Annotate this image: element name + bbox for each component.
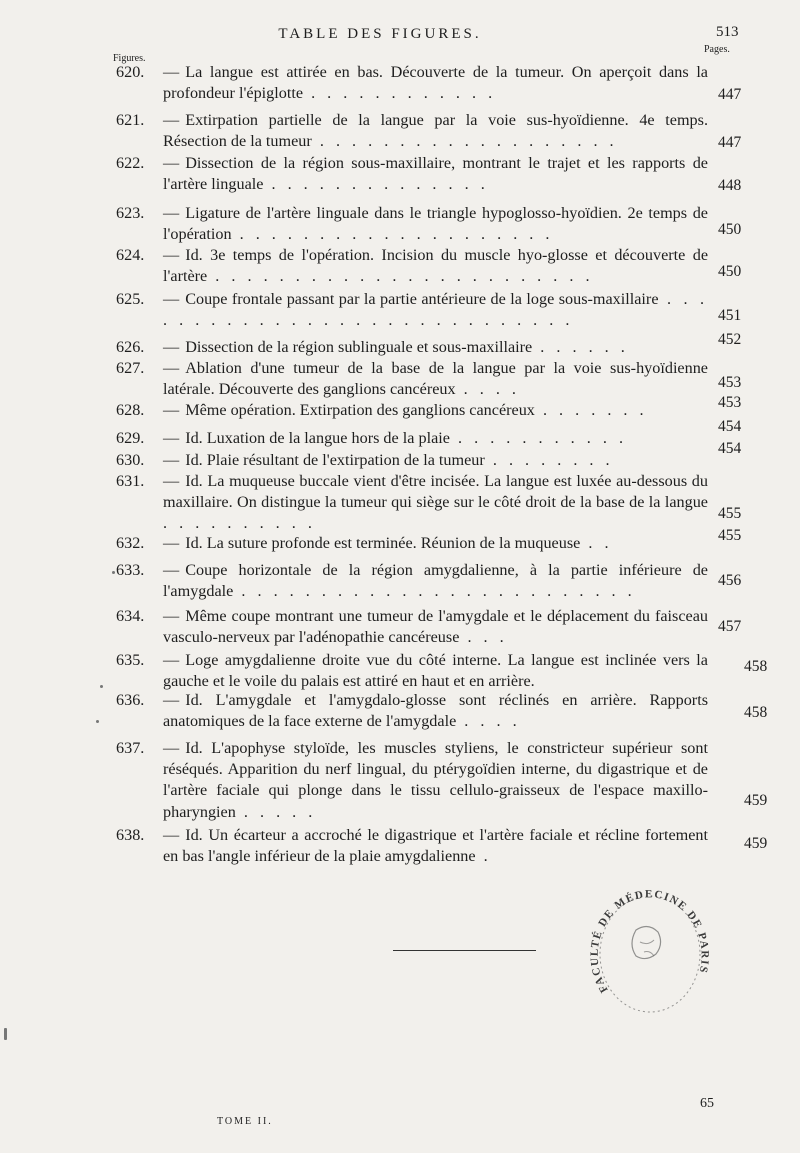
figure-number: 620. [116, 63, 145, 81]
figure-caption: Id. Un écarteur a accroché le digastrique et l'artère faciale et récline fortement en bas l'angle inférieur de la plaie amygdalienne [163, 826, 708, 866]
page-title: TABLE DES FIGURES. [278, 26, 482, 42]
figure-page: 452 [718, 331, 742, 348]
figure-caption: Dissection de la région sublinguale et sous-maxillaire [185, 338, 533, 356]
figure-caption: Id. La suture profonde est terminée. Réunion de la muqueuse [185, 534, 581, 552]
figure-page: 453 [718, 374, 742, 391]
figure-number: 628. [116, 401, 145, 419]
signature-mark: 65 [700, 1096, 714, 1111]
figure-caption: Loge amygdalienne droite vue du côté interne. La langue est inclinée vers la gauche et le voile du palais est attiré en haut et en arrière. [163, 651, 708, 691]
figure-page: 454 [718, 440, 742, 457]
figure-caption: Même opération. Extirpation des ganglions cancéreux [185, 401, 535, 419]
figure-number: 624. [116, 246, 145, 264]
figure-caption: Dissection de la région sous-maxillaire, montrant le trajet et les rapports de l'artère linguale [163, 154, 708, 194]
figure-caption: Ligature de l'artère linguale dans le triangle hypoglosso-hyoïdien. 2e temps de l'opération [163, 204, 708, 244]
figure-page: 455 [718, 527, 742, 544]
figure-number: 637. [116, 739, 145, 757]
speck [4, 1028, 7, 1040]
figure-number: 631. [116, 472, 145, 490]
figure-caption: Coupe horizontale de la région amygdalienne, à la partie inférieure de l'amygdale [163, 561, 708, 601]
figure-page: 451 [718, 307, 742, 324]
figure-caption: Coupe frontale passant par la partie antérieure de la loge sous-maxillaire [185, 290, 659, 308]
figure-number: 630. [116, 451, 145, 469]
figure-number: 627. [116, 359, 145, 377]
figure-page: 458 [744, 704, 768, 721]
figure-number: 625. [116, 290, 145, 308]
figure-number: 638. [116, 826, 145, 844]
figure-page: 458 [744, 658, 768, 675]
figure-page: 450 [718, 221, 742, 238]
figure-number: 635. [116, 651, 145, 669]
figure-page: 455 [718, 505, 742, 522]
document-page: TABLE DES FIGURES. 513 Figures. Pages. 620. — La langue est attirée en bas. Découverte de la tumeur. On aperçoit dans la profondeur l'épiglotte . . . . . . . . . . . . 447 621. — Extirpation partielle de la langue par la voie sus-hyoïdienne. 4e temps. Résection de la tumeur . . . . . . . . . . . . . . . . . . . 447 622. — Dissection de la région sous-maxillaire, montrant le trajet et les rapports de l'artère linguale . . . . . . . . . . . . . . 448 623. — Ligature de l'artère linguale dans le triangle hypoglosso-hyoïdien. 2e temps de l'opération . . . . . . . . . . . . . . . . . . . . 450 624. — Id. 3e temps de l'opération. Incision du muscle hyo-glosse et découverte de l'artère . . . . . . . . . . . . . . . . . . . . . . . . 450 625. — Coupe frontale passant par la partie antérieure de la loge sous-maxillaire . . . . . . . . . . . . . . . . . . . . . . . . . . . . . 451 626. — Dissection de la région sublinguale et sous-maxillaire . . . . . . 452 627. — Ablation d'une tumeur de la base de la langue par la voie sus-hyoïdienne latérale. Découverte des ganglions cancéreux . . . . 453 628. — Même opération. Extirpation des ganglions cancéreux . . . . . . . 453 629. — Id. Luxation de la langue hors de la plaie . . . . . . . . . . . 454 630. — Id. Plaie résultant de l'extirpation de la tumeur . . . . . . . . 454 631. — Id. La muqueuse buccale vient d'être incisée. La langue est luxée au-dessous du maxillaire. On distingue la tumeur qui siège sur le côté droit de la base de la langue . . . . . . . . . . 455 632. — Id. La suture profonde est terminée. Réunion de la muqueuse . . 455 633. — Coupe horizontale de la région amygdalienne, à la partie inférieure de l'amygdale . . . . . . . . . . . . . . . . . . . . . . . . . 456 634. — Même coupe montrant une tumeur de l'amygdale et le déplacement du faisceau vasculo-nerveux par l'adénopathie cancéreuse . . . 457 635. — Loge amygdalienne droite vue du côté interne. La langue est inclinée vers la gauche et le voile du palais est attiré en haut et en arrière. 458 636. — Id. L'amygdale et l'amygdalo-glosse sont réclinés en arrière. Rapports anatomiques de la face externe de l'amygdale . . . . 458 637. — Id. L'apophyse styloïde, les muscles styliens, le constricteur supérieur sont réséqués. Apparition du nerf lingual, du ptérygoïdien interne, du digastrique et de l'artère faciale qui plonge dans le tissu cellulo-graisseux de l'espace maxillo-pharyngien . . . . . 459 638. — Id. Un écarteur a accroché le digastrique et l'artère faciale et récline fortement en bas l'angle inférieur de la plaie amygdalienne . 459 FACULTÉ DE MÉDECINE DE PARIS TOME II. 65 [0, 0, 800, 1153]
figures-column-label: Figures. [113, 53, 146, 64]
figure-caption: Id. L'apophyse styloïde, les muscles styliens, le constricteur supérieur sont réséqués. Apparition du nerf lingual, du ptérygoïdien interne, du digastrique et de l'artère faciale qui plonge dans le tissu cellulo-graisseux de l'espace maxillo-pharyngien [163, 739, 708, 821]
figure-page: 447 [718, 134, 742, 151]
figure-page: 459 [744, 835, 768, 852]
figure-page: 456 [718, 572, 742, 589]
figure-caption: La langue est attirée en bas. Découverte de la tumeur. On aperçoit dans la profondeur l'épiglotte [163, 63, 708, 103]
figure-page: 448 [718, 177, 742, 194]
figure-number: 621. [116, 111, 145, 129]
page-number: 513 [716, 24, 739, 40]
pages-column-label: Pages. [704, 44, 730, 55]
figure-number: 622. [116, 154, 145, 172]
volume-label: TOME II. [217, 1116, 273, 1127]
figure-number: 626. [116, 338, 145, 356]
figure-caption: Id. La muqueuse buccale vient d'être incisée. La langue est luxée au-dessous du maxillaire. On distingue la tumeur qui siège sur le côté droit de la base de la langue [163, 472, 708, 512]
figure-caption: Id. L'amygdale et l'amygdalo-glosse sont réclinés en arrière. Rapports anatomiques de la face externe de l'amygdale [163, 691, 708, 731]
figure-page: 457 [718, 618, 742, 635]
figure-page: 450 [718, 263, 742, 280]
figure-page: 453 [718, 394, 742, 411]
figure-caption: Id. Luxation de la langue hors de la plaie [185, 429, 450, 447]
figure-page: 459 [744, 792, 768, 809]
figure-caption: Ablation d'une tumeur de la base de la langue par la voie sus-hyoïdienne latérale. Découverte des ganglions cancéreux [163, 359, 708, 399]
figure-page: 454 [718, 418, 742, 435]
figure-number: 634. [116, 607, 145, 625]
figure-caption: Même coupe montrant une tumeur de l'amygdale et le déplacement du faisceau vasculo-nerveux par l'adénopathie cancéreuse [163, 607, 708, 647]
stamp-text: FACULTÉ DE MÉDECINE DE PARIS [588, 888, 711, 995]
figure-page: 447 [718, 86, 742, 103]
speck [100, 685, 103, 688]
separator-rule [393, 950, 536, 951]
figure-caption: Extirpation partielle de la langue par la voie sus-hyoïdienne. 4e temps. Résection de la tumeur [163, 111, 708, 151]
figure-number: 636. [116, 691, 145, 709]
speck [96, 720, 99, 723]
speck [112, 571, 115, 574]
figure-caption: Id. 3e temps de l'opération. Incision du muscle hyo-glosse et découverte de l'artère [163, 246, 708, 286]
figure-number: 629. [116, 429, 145, 447]
figure-caption: Id. Plaie résultant de l'extirpation de la tumeur [185, 451, 485, 469]
figure-number: 632. [116, 534, 145, 552]
library-stamp [578, 872, 718, 1032]
figure-number: 623. [116, 204, 145, 222]
figure-number: 633. [116, 561, 145, 579]
